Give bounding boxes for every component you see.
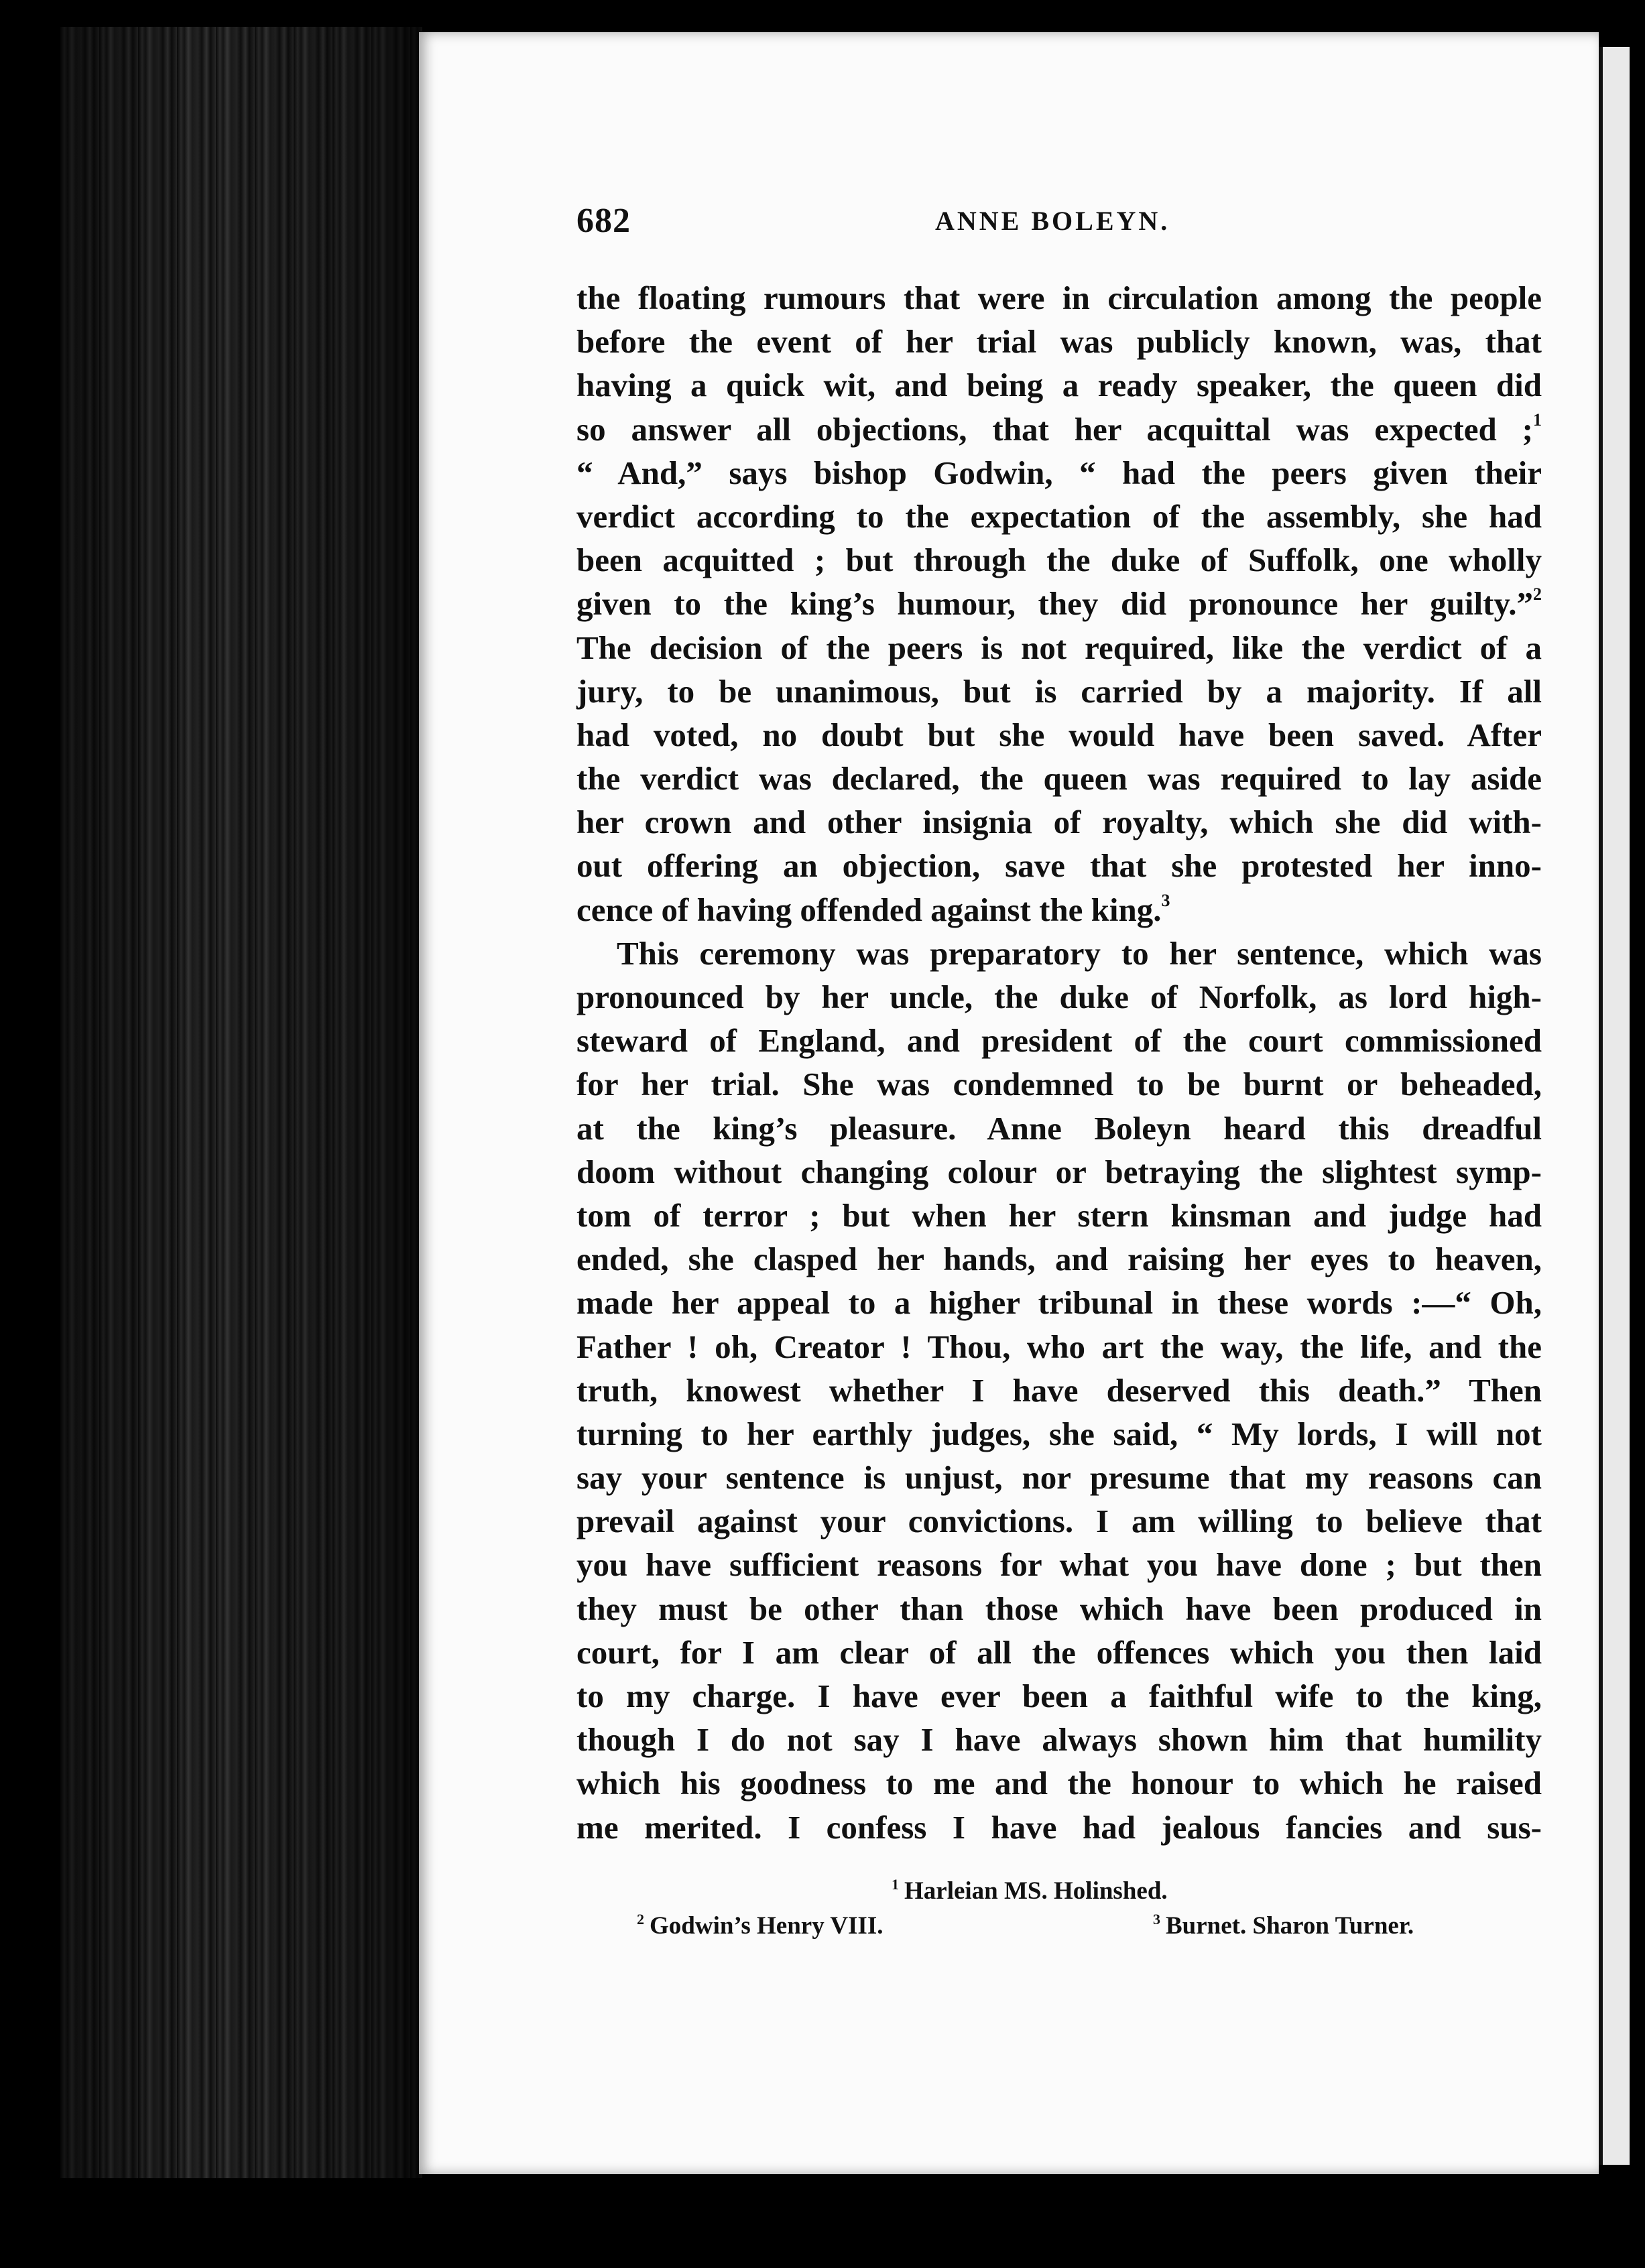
text-line: verdict according to the expectation of the assembly, she had <box>576 497 1542 535</box>
text-line: prevail against your convictions. I am willing to believe that <box>576 1503 1542 1540</box>
next-leaf-edge <box>1599 47 1630 2165</box>
footnote-text: Burnet. Sharon Turner. <box>1166 1912 1414 1940</box>
text-line: truth, knowest whether I have deserved this death.” Then <box>576 1371 1542 1409</box>
text-line: though I do not say I have always shown him that humility <box>576 1721 1542 1759</box>
text-line: The decision of the peers is not required, like the verdict of a <box>576 629 1542 666</box>
page-number: 682 <box>576 202 631 240</box>
paragraph-1 <box>576 276 1542 932</box>
text-line: cence of having offended against the king.$^3$ <box>576 890 1170 928</box>
footnote-marker: 1 <box>1533 410 1542 430</box>
running-title: ANNE BOLEYN. <box>935 206 1170 236</box>
footnote-number: 2 <box>637 1911 644 1928</box>
page-header <box>576 201 1548 248</box>
footnote-marker: 2 <box>1533 584 1542 605</box>
book-edge-shadow <box>60 27 422 2178</box>
footnote-number: 1 <box>892 1876 899 1893</box>
text-line: before the event of her trial was publicly known, was, that <box>576 323 1542 361</box>
footnote-2 <box>637 1911 883 1940</box>
text-line: given to the king’s humour, they did pronounce her guilty.”$^2$ <box>576 584 1542 623</box>
text-line: had voted, no doubt but she would have been saved. After <box>576 716 1542 753</box>
text-line: steward of England, and president of the court commissioned <box>576 1022 1542 1060</box>
text-line: at the king’s pleasure. Anne Boleyn heard this dreadful <box>576 1109 1542 1147</box>
text-line: “ And,” says bishop Godwin, “ had the peers given their <box>576 454 1542 491</box>
text-line: been acquitted ; but through the duke of Suffolk, one wholly <box>576 542 1542 579</box>
text-line: out offering an objection, save that she protested her inno- <box>576 847 1542 885</box>
footnote-marker: 3 <box>1161 890 1170 910</box>
text-line: you have sufficient reasons for what you have done ; but then <box>576 1546 1542 1584</box>
paragraph-2 <box>576 932 1542 1849</box>
text-line: which his goodness to me and the honour to which he raised <box>576 1765 1542 1802</box>
text-line: This ceremony was preparatory to her sentence, which was <box>617 934 1542 972</box>
text-line: they must be other than those which have been produced in <box>576 1590 1542 1627</box>
body-text <box>576 276 1542 1849</box>
text-line: court, for I am clear of all the offences which you then laid <box>576 1633 1542 1671</box>
text-line: the verdict was declared, the queen was required to lay aside <box>576 760 1542 798</box>
text-line: so answer all objections, that her acquittal was expected ;$^1$ <box>576 410 1542 448</box>
text-line: me merited. I confess I have had jealous fancies and sus- <box>576 1808 1542 1846</box>
text-line: jury, to be unanimous, but is carried by a majority. If all <box>576 672 1542 710</box>
text-line: Father ! oh, Creator ! Thou, who art the way, the life, and the <box>576 1328 1542 1365</box>
text-line: pronounced by her uncle, the duke of Norfolk, as lord high- <box>576 979 1542 1015</box>
text-line: made her appeal to a higher tribunal in these words :—“ Oh, <box>576 1284 1542 1322</box>
footnote-text: Godwin’s Henry VIII. <box>650 1912 884 1940</box>
text-line: to my charge. I have ever been a faithful wife to the king, <box>576 1678 1542 1714</box>
text-line: having a quick wit, and being a ready speaker, the queen did <box>576 367 1542 404</box>
footnote-number: 3 <box>1153 1911 1160 1928</box>
footnote-1 <box>892 1877 1168 1905</box>
text-line: the floating rumours that were in circulation among the people <box>576 279 1542 316</box>
text-line: tom of terror ; but when her stern kinsman and judge had <box>576 1196 1542 1234</box>
text-line: ended, she clasped her hands, and raising her eyes to heaven, <box>576 1241 1542 1278</box>
text-line: turning to her earthly judges, she said, “ My lords, I will not <box>576 1415 1542 1452</box>
footnote-3 <box>1153 1911 1414 1940</box>
text-line: her crown and other insignia of royalty, which she did with- <box>576 804 1542 841</box>
text-line: for her trial. She was condemned to be burnt or beheaded, <box>576 1066 1542 1103</box>
text-line: doom without changing colour or betraying the slightest symp- <box>576 1153 1542 1190</box>
text-line: say your sentence is unjust, nor presume that my reasons can <box>576 1459 1542 1497</box>
footnote-text: Harleian MS. Holinshed. <box>904 1877 1168 1905</box>
